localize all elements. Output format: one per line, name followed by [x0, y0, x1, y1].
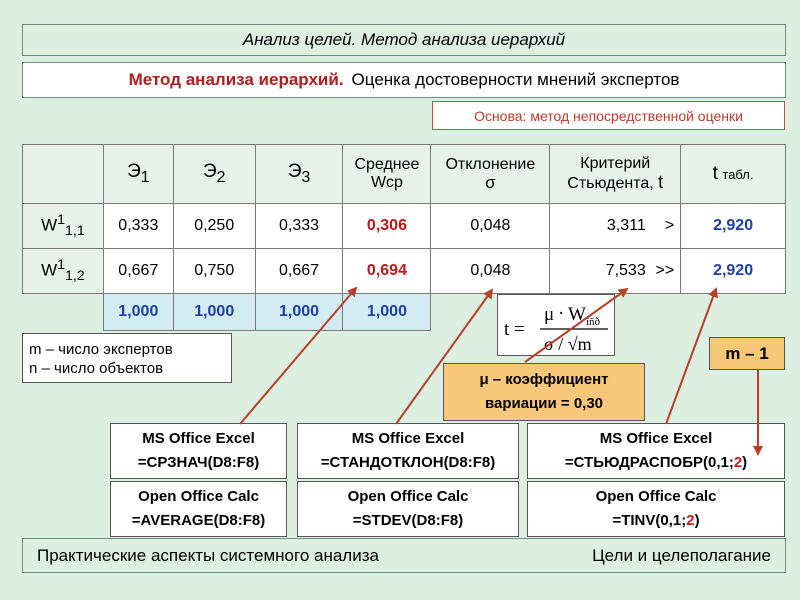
formula-denominator: σ / √m: [544, 334, 592, 354]
header-student-label: Стьюдента,: [567, 175, 654, 192]
arrow-tinv-to-ttab: [666, 289, 716, 424]
row-label-sub: 1,1: [65, 223, 85, 240]
header-e2-sub: 2: [216, 168, 226, 186]
subtitle-method: Метод анализа иерархий.: [128, 70, 344, 89]
calc-tinv-prefix: =TINV(0,1;: [612, 512, 687, 529]
header-e2-label: Э: [202, 161, 217, 183]
header-e3-label: Э: [287, 161, 302, 183]
formula-mu: μ: [544, 304, 555, 325]
cell-deviation: 0,048: [431, 249, 550, 294]
header-e1-sub: 1: [140, 168, 150, 186]
excel-tinv-suffix: ): [742, 454, 748, 471]
footer-right-text: Цели и целеполагание: [592, 545, 771, 565]
row-label-sup: 1: [57, 212, 66, 229]
arrow-stdev-to-deviation: [396, 290, 492, 424]
sum-mean: 1,000: [343, 294, 431, 331]
row-label-w: W: [41, 216, 58, 236]
cell-e3: 0,667: [255, 249, 343, 294]
calc-average-title: Open Office Calc: [138, 488, 259, 505]
header-deviation-line1: Отклонение: [445, 156, 536, 173]
header-mean-line1: Среднее: [354, 156, 420, 173]
cell-student-compare: >>: [655, 262, 675, 279]
cell-student-value: 3,311: [606, 217, 646, 234]
sum-e2: 1,000: [173, 294, 255, 331]
header-student-t: t: [658, 172, 664, 192]
excel-stdev-formula: =СТАНДОТКЛОН(D8:F8): [320, 454, 496, 471]
excel-average-title: MS Office Excel: [142, 430, 255, 447]
footer-left-text: Практические аспекты системного анализа: [37, 545, 379, 565]
formula-dot: ·: [558, 303, 565, 324]
excel-tinv-title: MS Office Excel: [599, 430, 713, 447]
header-ttab-t: t: [712, 163, 718, 184]
header-e1-label: Э: [127, 161, 141, 183]
legend-n: n – число объектов: [29, 360, 164, 377]
cell-e2: 0,750: [173, 249, 255, 294]
cell-ttab: 2,920: [681, 204, 786, 249]
legend-m: m – число экспертов: [29, 341, 173, 358]
row-label-sub: 1,2: [65, 268, 85, 285]
slide-title-text: Анализ целей. Метод анализа иерархий: [242, 30, 566, 49]
mu-note-line2: вариации = 0,30: [484, 395, 604, 412]
excel-tinv-prefix: =СТЬЮДРАСПОБР(0,1;: [564, 454, 734, 471]
m-minus-one-text: m – 1: [725, 343, 769, 363]
basis-note-text: Основа: метод непосредственной оценки: [474, 107, 743, 124]
slide-footer: [22, 538, 786, 573]
cell-deviation: 0,048: [431, 204, 550, 249]
cell-student-value: 7,533: [605, 262, 646, 279]
excel-stdev-title: MS Office Excel: [351, 430, 465, 447]
sum-e1: 1,000: [103, 294, 173, 331]
cell-e3: 0,333: [255, 204, 343, 249]
cell-e1: 0,667: [103, 249, 173, 294]
row-label-w: W: [41, 261, 58, 281]
header-student-line1: Критерий: [580, 155, 651, 172]
calc-tinv-arg: 2: [686, 512, 695, 529]
header-ttab-sub: табл.: [722, 167, 754, 182]
header-deviation-sigma: σ: [485, 173, 496, 192]
cell-e2: 0,250: [173, 204, 255, 249]
header-mean-line2: Wср: [370, 174, 403, 191]
formula-w-sub: îñð: [586, 316, 601, 328]
header-e3-sub: 3: [301, 168, 311, 186]
formula-w: W: [568, 304, 586, 325]
formula-lhs: t =: [504, 319, 525, 340]
cell-ttab: 2,920: [681, 249, 786, 294]
cell-student-compare: >: [664, 217, 675, 234]
calc-tinv-title: Open Office Calc: [595, 488, 717, 505]
cell-mean: 0,694: [343, 249, 431, 294]
calc-stdev-formula: =STDEV(D8:F8): [352, 512, 464, 529]
calc-average-formula: =AVERAGE(D8:F8): [131, 512, 266, 529]
excel-tinv-arg: 2: [733, 454, 743, 471]
calc-stdev-title: Open Office Calc: [347, 488, 469, 505]
cell-mean: 0,306: [343, 204, 431, 249]
arrow-mu-to-student: [525, 289, 627, 362]
row-label-sup: 1: [57, 257, 66, 274]
sum-e3: 1,000: [255, 294, 343, 331]
mu-note-line1: μ – коэффициент: [479, 371, 609, 388]
calc-tinv-suffix: ): [694, 512, 700, 529]
cell-e1: 0,333: [103, 204, 173, 249]
subtitle-text: Оценка достоверности мнений экспертов: [351, 70, 680, 89]
excel-average-formula: =СРЗНАЧ(D8:F8): [137, 454, 260, 471]
arrow-average-to-mean: [240, 288, 356, 424]
